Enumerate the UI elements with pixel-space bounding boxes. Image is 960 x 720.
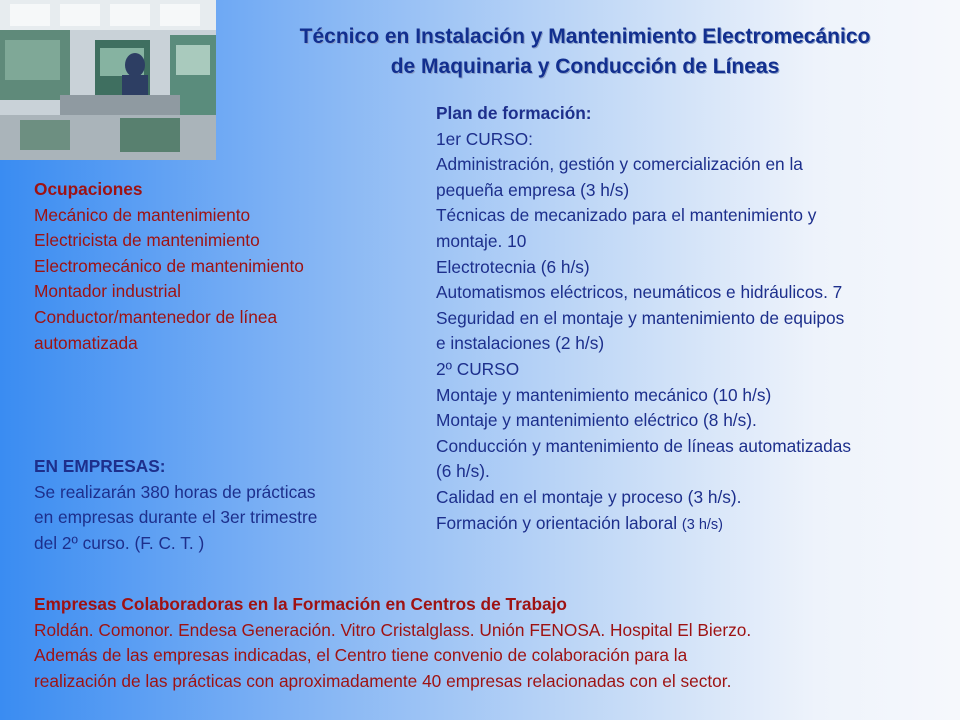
empresas-colaboradoras-section [34,592,944,694]
list-item: Mecánico de mantenimiento [34,204,251,225]
workshop-photo [0,0,216,160]
plan-line: Montaje y mantenimiento mecánico (10 h/s) [436,384,772,405]
plan-line-last-text: Formación y orientación laboral [436,512,678,533]
colaboradoras-heading: Empresas Colaboradoras en la Formación en Centros de Trabajo [34,594,567,614]
empresas-heading: EN EMPRESAS: [34,456,166,476]
en-empresas-section [34,454,394,556]
plan-heading: Plan de formación: [436,103,592,123]
plan-line: e instalaciones (2 h/s) [436,333,605,354]
plan-line: (6 h/s). [436,461,490,482]
list-item: Montador industrial [34,281,181,302]
empresas-line: Se realizarán 380 horas de prácticas [34,481,316,502]
empresas-line: del 2º curso. (F. C. T. ) [34,532,205,553]
plan-line: Seguridad en el montaje y mantenimiento de equipos [436,307,845,328]
plan-line: 2º CURSO [436,358,520,379]
plan-line: Administración, gestión y comercialización en la [436,154,803,175]
ocupaciones-section [34,177,394,356]
plan-line: Montaje y mantenimiento eléctrico (8 h/s). [436,410,757,431]
list-item: Electromecánico de mantenimiento [34,255,304,276]
title-line-2: de Maquinaria y Conducción de Líneas [390,55,780,78]
plan-line-last [436,511,956,539]
empresas-line: en empresas durante el 3er trimestre [34,507,318,528]
list-item: Conductor/mantenedor de línea [34,306,278,327]
plan-line-last-suffix: (3 h/s) [681,516,723,533]
plan-line: montaje. 10 [436,230,527,251]
ocupaciones-heading: Ocupaciones [34,179,143,199]
list-item: automatizada [34,332,138,353]
plan-line: 1er CURSO: [436,128,533,149]
plan-line: Automatismos eléctricos, neumáticos e hidráulicos. 7 [436,282,843,303]
colaboradoras-line: realización de las prácticas con aproximadamente 40 empresas relacionadas con el sector. [34,670,732,691]
title-line-1: Técnico en Instalación y Mantenimiento Electromecánico [299,25,871,48]
plan-line: Electrotecnia (6 h/s) [436,256,590,277]
plan-line: Técnicas de mecanizado para el mantenimiento y [436,205,817,226]
plan-line: pequeña empresa (3 h/s) [436,179,630,200]
plan-formacion-section [436,101,956,538]
colaboradoras-line: Además de las empresas indicadas, el Centro tiene convenio de colaboración para la [34,645,688,666]
list-item: Electricista de mantenimiento [34,230,260,251]
page-title [230,22,940,82]
plan-line: Calidad en el montaje y proceso (3 h/s). [436,486,742,507]
colaboradoras-line: Roldán. Comonor. Endesa Generación. Vitro Cristalglass. Unión FENOSA. Hospital El Bierzo. [34,619,752,640]
workshop-photo-icon [0,0,216,160]
plan-line: Conducción y mantenimiento de líneas automatizadas [436,435,851,456]
